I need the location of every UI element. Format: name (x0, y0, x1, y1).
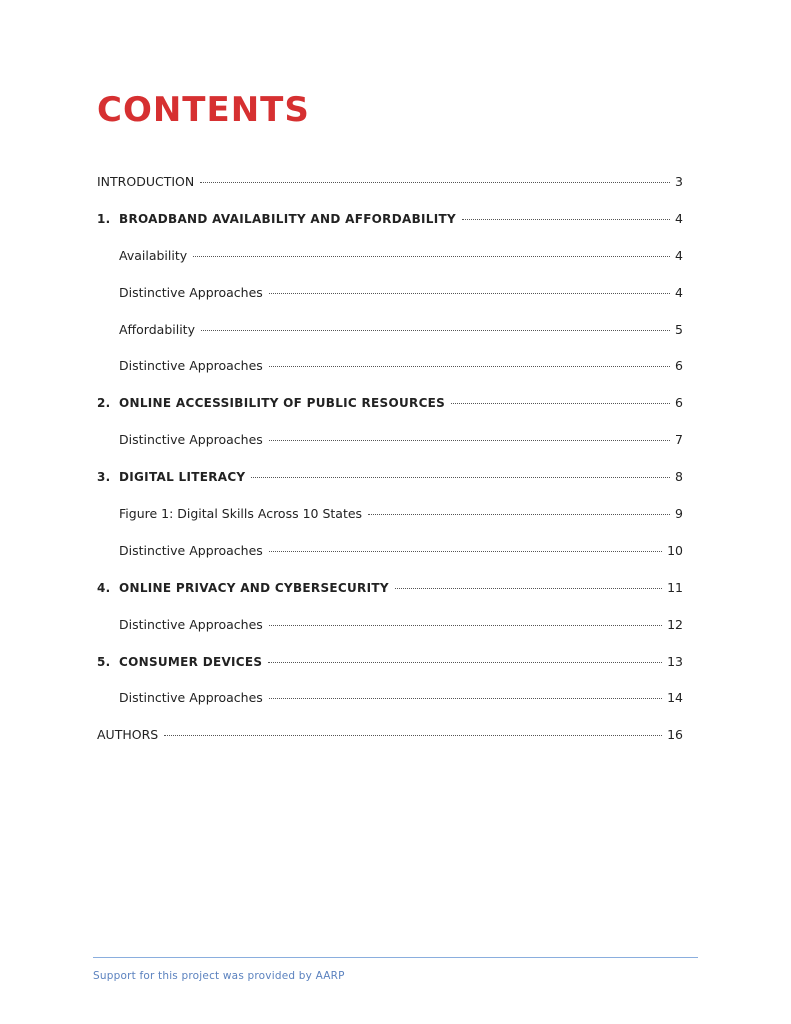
toc-entry[interactable] (97, 690, 683, 727)
toc-entry[interactable] (97, 174, 683, 211)
dot-leader (462, 218, 670, 220)
toc-entry[interactable] (97, 727, 683, 764)
toc-entry[interactable] (97, 506, 683, 543)
dot-leader (193, 255, 670, 257)
toc-entry-label: Distinctive Approaches (119, 432, 263, 448)
toc-entry-page-number: 8 (675, 469, 683, 485)
toc-entry-label: INTRODUCTION (97, 174, 195, 189)
toc-entry-label: Availability (119, 247, 188, 263)
dot-leader (269, 439, 670, 441)
toc-entry[interactable] (97, 543, 683, 580)
dot-leader (269, 365, 670, 367)
toc-entry-page-number: 6 (675, 358, 683, 374)
dot-leader (269, 292, 670, 294)
toc-entry-label: Affordability (119, 321, 195, 337)
toc-entry[interactable] (97, 395, 683, 432)
toc-entry-label: Distinctive Approaches (119, 542, 263, 558)
toc-entry-page-number: 11 (667, 579, 683, 595)
dot-leader (395, 587, 662, 589)
toc-entry-page-number: 14 (667, 690, 683, 706)
toc-entry[interactable] (97, 580, 683, 617)
footer-note: Support for this project was provided by AARP (93, 970, 345, 982)
toc-entry-label: BROADBAND AVAILABILITY AND AFFORDABILITY (119, 211, 456, 226)
toc-entry[interactable] (97, 322, 683, 359)
toc-entry-label: Distinctive Approaches (119, 284, 263, 300)
toc-entry[interactable] (97, 285, 683, 322)
toc-entry-number: 4. (97, 580, 111, 595)
toc-entry-number: 3. (97, 470, 111, 485)
dot-leader (269, 624, 662, 626)
toc-entry-page-number: 9 (675, 506, 683, 522)
toc-entry-label: CONSUMER DEVICES (119, 654, 263, 669)
toc-entry-page-number: 4 (675, 284, 683, 300)
toc-entry-page-number: 5 (675, 321, 683, 337)
dot-leader (268, 661, 662, 663)
toc-entry-page-number: 6 (675, 395, 683, 411)
toc-entry[interactable] (97, 617, 683, 654)
toc-entry[interactable] (97, 654, 683, 691)
toc-entry-page-number: 12 (667, 616, 683, 632)
dot-leader (269, 697, 662, 699)
toc-entry[interactable] (97, 469, 683, 506)
table-of-contents (97, 174, 683, 764)
toc-entry-page-number: 4 (675, 247, 683, 263)
dot-leader (451, 402, 670, 404)
toc-entry-label: DIGITAL LITERACY (119, 470, 246, 485)
toc-entry-label: Distinctive Approaches (119, 358, 263, 374)
toc-entry-label: ONLINE PRIVACY AND CYBERSECURITY (119, 580, 389, 595)
dot-leader (368, 513, 670, 515)
dot-leader (164, 734, 662, 736)
toc-entry-label: Distinctive Approaches (119, 616, 263, 632)
toc-entry-number: 2. (97, 396, 111, 411)
footer-divider (93, 957, 698, 958)
toc-entry-page-number: 13 (667, 653, 683, 669)
toc-entry[interactable] (97, 248, 683, 285)
toc-entry[interactable] (97, 358, 683, 395)
toc-entry-label: Distinctive Approaches (119, 690, 263, 706)
dot-leader (269, 550, 662, 552)
toc-entry-label: ONLINE ACCESSIBILITY OF PUBLIC RESOURCES (119, 396, 446, 411)
dot-leader (251, 476, 670, 478)
toc-entry-page-number: 16 (667, 727, 683, 743)
toc-entry-label: AUTHORS (97, 727, 159, 743)
toc-entry[interactable] (97, 432, 683, 469)
toc-entry-number: 1. (97, 211, 111, 226)
page-title: CONTENTS (97, 90, 310, 130)
toc-entry[interactable] (97, 211, 683, 248)
toc-entry-page-number: 7 (675, 432, 683, 448)
toc-entry-number: 5. (97, 654, 111, 669)
dot-leader (200, 181, 670, 183)
toc-entry-page-number: 4 (675, 210, 683, 226)
toc-entry-label: Figure 1: Digital Skills Across 10 States (119, 506, 363, 522)
toc-entry-page-number: 3 (675, 174, 683, 189)
dot-leader (201, 329, 670, 331)
toc-entry-page-number: 10 (667, 542, 683, 558)
